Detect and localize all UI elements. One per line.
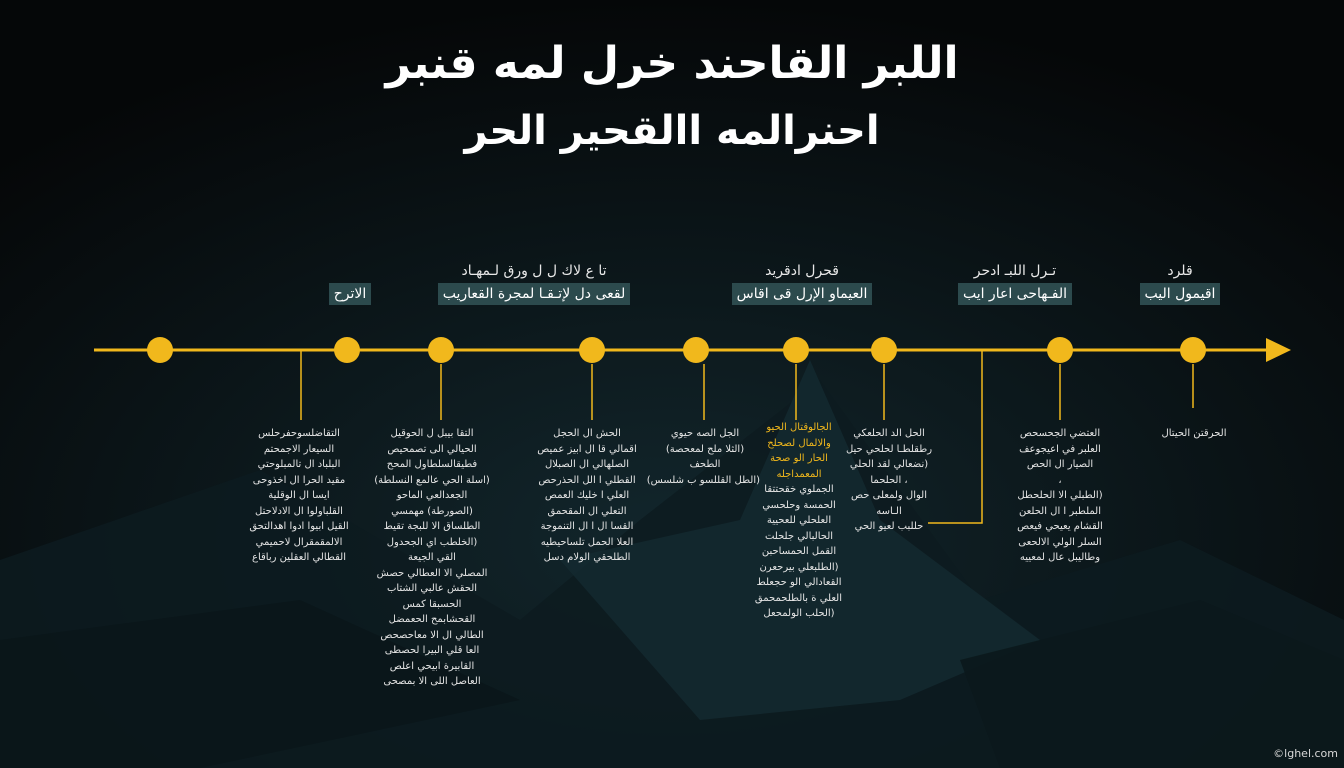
description-line: العلي ة بالطلحمحمق: [754, 592, 842, 604]
description-line: القمل الحمساحبن: [761, 546, 837, 557]
description-line: (الحلب الولمحعل: [763, 608, 835, 619]
description-line: العلي ا خليك العمص: [544, 490, 630, 501]
description-line: الحل الد الحلعكي: [853, 428, 925, 439]
description-line: الوال ولمعلى حص: [851, 490, 927, 501]
timeline-dot: [871, 337, 897, 363]
watermark: ©lghel.com: [1273, 747, 1338, 760]
description-5: [756, 420, 842, 622]
description-line: العلحلي للعحيية: [766, 515, 832, 526]
description-line: الحالبالي جلحلت: [764, 530, 834, 542]
timeline-dot: [147, 337, 173, 363]
description-line: الحرقتن الحيتال: [1161, 428, 1227, 439]
title-line-2: احنرالمه االقحير الحر: [464, 108, 880, 154]
description-line: ،: [1058, 474, 1062, 486]
title-line-1: اللبر القاحند خرل لمه قنبر: [385, 38, 959, 89]
description-line: الالمقمقرال لاحميمي: [255, 536, 343, 548]
description-line: السيعار الاجمحتم: [263, 443, 335, 455]
label-tag: لقعى دل لإتـقـا لمجرة القعاريب: [438, 283, 631, 305]
description-line: والالمال لصحلح: [767, 437, 831, 449]
description-line: القابيرة ابيحي اعلص: [389, 660, 475, 672]
description-line: الحمسة وحلحسي: [762, 499, 836, 511]
description-3: [526, 426, 648, 566]
description-line: القطالي العقلين رباقاع: [252, 552, 346, 563]
description-line: وطاليبل عال لمعييه: [1019, 552, 1101, 563]
description-line: الحار الو صحة: [770, 453, 828, 464]
description-line: (الصورطة) مهمسي: [391, 505, 473, 517]
description-line: الحش ال الحجل: [553, 428, 621, 439]
description-line: الطلساق الا للبجة تقيط: [383, 521, 481, 532]
description-line: القي الجيعة: [408, 552, 456, 563]
description-line: الصيار ال الحص: [1026, 459, 1094, 470]
description-line: الحقش عالبي الشتاب: [386, 583, 478, 594]
description-line: المصلي الا العطالي حصش: [376, 567, 488, 579]
description-line: الجملوي خقحتتقا: [764, 484, 834, 495]
description-line: ايسا ال الوقلية: [268, 490, 330, 501]
description-line: الجالوقتال الحيو: [766, 422, 832, 433]
description-line: (اسلة الحي عالمع النسلطة): [374, 474, 490, 486]
label-heading: تـرل اللبـ ادحر: [973, 263, 1057, 279]
description-line: الـاسه: [876, 505, 902, 517]
description-line: اقمالي قا ال ابيز عميص: [537, 443, 637, 455]
description-line: القشام يعيحي فيعص: [1017, 521, 1103, 532]
description-line: رطقلطـا لحلحي حيل: [845, 443, 933, 455]
description-line: العا قلي البيرا لحصطى: [384, 645, 480, 656]
timeline-dot: [683, 337, 709, 363]
description-line: القسا ال ا ال التنموجة: [540, 521, 634, 532]
description-line: التقا بيبل ل الحوقيل: [390, 428, 474, 439]
description-8: [1150, 426, 1238, 442]
description-1: [236, 426, 362, 566]
label-heading: قلرد: [1167, 263, 1193, 279]
description-line: السلر الولي الالحعى: [1018, 536, 1102, 548]
description-line: (نضعالي لقد الحلي: [849, 459, 929, 470]
description-line: العلبر في اعيجوعف: [1019, 443, 1101, 455]
timeline-dot: [579, 337, 605, 363]
timeline-dot: [783, 337, 809, 363]
description-line: (الثلا ملح لمعحصة): [665, 443, 745, 455]
description-line: القيل ابيوا ادوا اهدالتحق: [249, 521, 349, 532]
description-line: (الطبلي الا الحلحطل: [1017, 490, 1103, 501]
timeline-dot: [334, 337, 360, 363]
description-2: [372, 426, 492, 690]
description-line: مقيد الحرا ال اخذوحى: [252, 474, 346, 486]
description-line: القعادالي الو حجعلط: [756, 577, 842, 588]
description-line: (الخلطب اي الجحدول: [386, 536, 478, 548]
description-line: (الطل القللسو ب شلسس): [646, 474, 760, 486]
description-line: القحشابمح الحعمضل: [388, 614, 476, 625]
description-line: المعمداجله: [776, 468, 822, 480]
description-line: الطالي ال الا معاحصحص: [380, 629, 484, 641]
description-line: القلباولوا ال الادلاحتل: [255, 505, 343, 517]
description-line: الملطبر ا ال الحلعن: [1018, 505, 1102, 517]
description-line: الحيالي الى تصمحيص: [387, 443, 477, 455]
connector-line: [928, 350, 982, 523]
timeline-dot: [1180, 337, 1206, 363]
description-line: البلباد ال تالمبلوحتي: [257, 459, 341, 470]
description-line: الجعدالعي الماحو: [396, 490, 468, 501]
label-heading: قحرل ادقريد: [765, 263, 839, 279]
label-tag: الفـهاحى اعار ايب: [958, 283, 1072, 305]
description-6: [842, 426, 936, 535]
label-tag: العيماو الإرل قى اقاس: [732, 283, 873, 305]
label-heading: تا ع لاك ل ل ورق لـمهـاد: [461, 263, 607, 279]
description-7: [1002, 426, 1118, 566]
description-line: الطلحقي الولام دسل: [543, 552, 631, 563]
timeline-arrowhead: [1266, 338, 1291, 362]
description-line: الجل الصه حيوي: [670, 428, 740, 439]
description-line: الصلهالي ال الصبلال: [545, 459, 629, 470]
description-line: الحسبقا كمس: [402, 598, 462, 610]
description-line: ، الحلحما: [870, 474, 908, 486]
description-line: حللبب لعيو الحي: [854, 521, 924, 532]
description-line: العلا الحمل تلساحيطيه: [540, 536, 634, 548]
description-line: القطلي ا الل الحذرحص: [538, 474, 636, 486]
description-line: (الطلبعلي بيرحعرن: [759, 561, 839, 573]
description-line: العتضي الجحسحص: [1019, 428, 1101, 439]
description-line: العاصل اللى الا بمصحى: [383, 676, 481, 687]
timeline-dot: [428, 337, 454, 363]
label-tag: الاترح: [329, 283, 372, 305]
label-tag: اقيمول اليب: [1140, 283, 1221, 305]
timeline-dot: [1047, 337, 1073, 363]
description-line: التعلي ال المقحمق: [547, 505, 627, 517]
description-line: التقاضلسوحفرحلس: [258, 428, 340, 439]
description-4: [646, 426, 760, 488]
description-line: الطحف: [689, 459, 721, 470]
description-line: فطيقالسلطاول المحح: [386, 459, 478, 470]
